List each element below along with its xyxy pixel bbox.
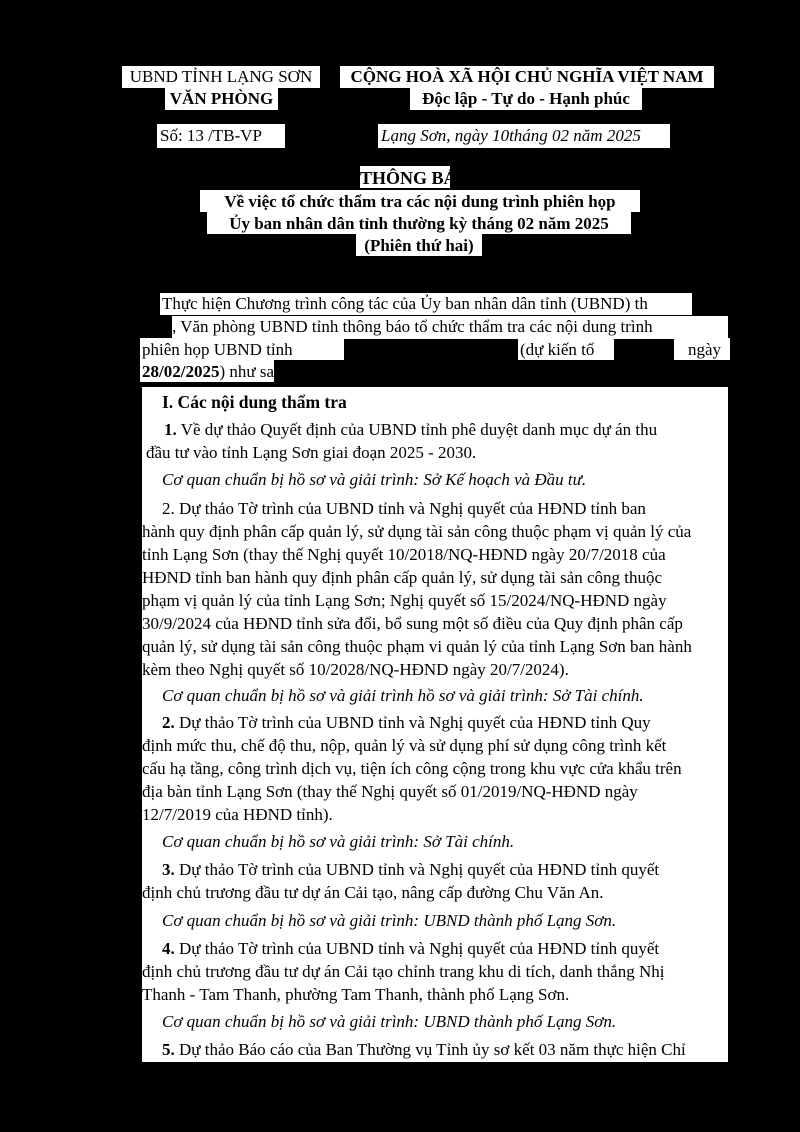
document-number: Số: 13 /TB-VP — [160, 126, 263, 145]
item-2a-line1: 2. Dự thảo Tờ trình của UBND tỉnh và Nghị quyết của HĐND tỉnh ban — [162, 499, 646, 518]
item-3-line1: 3. Dự thảo Tờ trình của UBND tỉnh và Nghị quyết của HĐND tỉnh quyết — [162, 860, 660, 879]
item-2a-line2: hành quy định phân cấp quản lý, sử dụng tài sản công thuộc phạm vị quản lý của — [142, 522, 692, 541]
issuer-office-name: VĂN PHÒNG — [169, 89, 274, 108]
item-2a-line4: HĐND tỉnh ban hành quy định phân cấp quản lý, sử dụng tài sản công thuộc — [142, 568, 663, 587]
meeting-date: 28/02/2025 — [142, 362, 220, 381]
item-2a-line7: quản lý, sử dụng tài sản công thuộc phạm vi quản lý của tỉnh Lạng Sơn ban hành — [142, 637, 692, 656]
item-2a-line8: kèm theo Nghị quyết số 10/2028/NQ-HĐND ngày 20/7/2024). — [142, 660, 569, 679]
doc-subject-line1: Về việc tổ chức thẩm tra các nội dung trình phiên họp — [224, 192, 616, 211]
item-5-line1: 5. Dự thảo Báo cáo của Ban Thường vụ Tỉnh ủy sơ kết 03 năm thực hiện Chỉ — [162, 1040, 686, 1059]
national-title: CỘNG HOÀ XÃ HỘI CHỦ NGHĨA VIỆT NAM — [350, 67, 704, 86]
redacted-block — [614, 339, 674, 360]
item-4-line2: định chủ trương đầu tư dự án Cải tạo chỉnh trang khu di tích, danh thắng Nhị — [142, 962, 665, 981]
place-and-date: Lạng Sơn, ngày 10tháng 02 năm 2025 — [381, 126, 641, 145]
item-3-agency: Cơ quan chuẩn bị hồ sơ và giải trình: UBND thành phố Lạng Sơn. — [162, 911, 617, 930]
item-1-agency: Cơ quan chuẩn bị hồ sơ và giải trình: Sở Kế hoạch và Đầu tư. — [162, 470, 587, 489]
item-2a-line6: 30/9/2024 của HĐND tỉnh sửa đổi, bổ sung một số điều của Quy định phân cấp — [142, 614, 683, 633]
redacted-block — [344, 339, 518, 360]
intro-line1: Thực hiện Chương trình công tác của Ủy ban nhân dân tỉnh (UBND) th — [162, 294, 648, 313]
item-4-line3: Thanh - Tam Thanh, phường Tam Thanh, thành phố Lạng Sơn. — [142, 985, 570, 1004]
item-2b-line4: địa bàn tỉnh Lạng Sơn (thay thế Nghị quyết số 01/2019/NQ-HĐND ngày — [142, 782, 638, 801]
item-4-line1: 4. Dự thảo Tờ trình của UBND tỉnh và Nghị quyết của HĐND tỉnh quyết — [162, 939, 660, 958]
item-2b-line3: cấu hạ tầng, công trình dịch vụ, tiện ích công cộng trong khu vực cửa khẩu trên — [142, 759, 682, 778]
item-2b-line5: 12/7/2019 của HĐND tỉnh). — [142, 805, 333, 824]
intro-line3-mid: (dự kiến tổ — [520, 340, 595, 359]
intro-line4 — [142, 362, 287, 382]
intro-line3-end: ngày — [688, 340, 722, 359]
item-3-line2: định chủ trương đầu tư dự án Cải tạo, nâng cấp đường Chu Văn An. — [142, 883, 604, 902]
item-2b-agency: Cơ quan chuẩn bị hồ sơ và giải trình: Sở Tài chính. — [162, 832, 515, 851]
item-2b-line2: định mức thu, chế độ thu, nộp, quản lý và sử dụng phí sử dụng công trình kết — [142, 736, 667, 755]
item-2a-line5: phạm vị quản lý của tỉnh Lạng Sơn; Nghị quyết số 15/2024/NQ-HĐND ngày — [142, 591, 667, 610]
item-2a-agency: Cơ quan chuẩn bị hồ sơ và giải trình hồ sơ và giải trình: Sở Tài chính. — [162, 686, 644, 705]
doc-subject-session: (Phiên thứ hai) — [364, 236, 474, 255]
national-motto: Độc lập - Tự do - Hạnh phúc — [422, 89, 630, 108]
issuer-org-name: UBND TỈNH LẠNG SƠN — [129, 67, 313, 86]
item-4-agency: Cơ quan chuẩn bị hồ sơ và giải trình: UBND thành phố Lạng Sơn. — [162, 1012, 617, 1031]
doc-subject-line2: Ủy ban nhân dân tỉnh thường kỳ tháng 02 năm 2025 — [229, 214, 609, 233]
intro-line2: , Văn phòng UBND tỉnh thông báo tổ chức thẩm tra các nội dung trình — [172, 317, 653, 336]
section-heading: I. Các nội dung thẩm tra — [162, 392, 347, 412]
item-2b-line1: 2. Dự thảo Tờ trình của UBND tỉnh và Nghị quyết của HĐND tỉnh Quy — [162, 713, 651, 732]
intro-tail: ) như sau: — [219, 362, 288, 381]
item-2a-line3: tỉnh Lạng Sơn (thay thế Nghị quyết 10/2018/NQ-HĐND ngày 20/7/2018 của — [142, 545, 666, 564]
doc-type-title: THÔNG BÁO — [360, 168, 471, 188]
item-1: 1. Về dự thảo Quyết định của UBND tỉnh phê duyệt danh mục dự án thu hút đầu tư vào tỉnh Lạng Sơn giai đoạn 2025 - 2030. — [120, 420, 658, 463]
intro-line3-start: phiên họp UBND tỉnh — [142, 340, 293, 359]
